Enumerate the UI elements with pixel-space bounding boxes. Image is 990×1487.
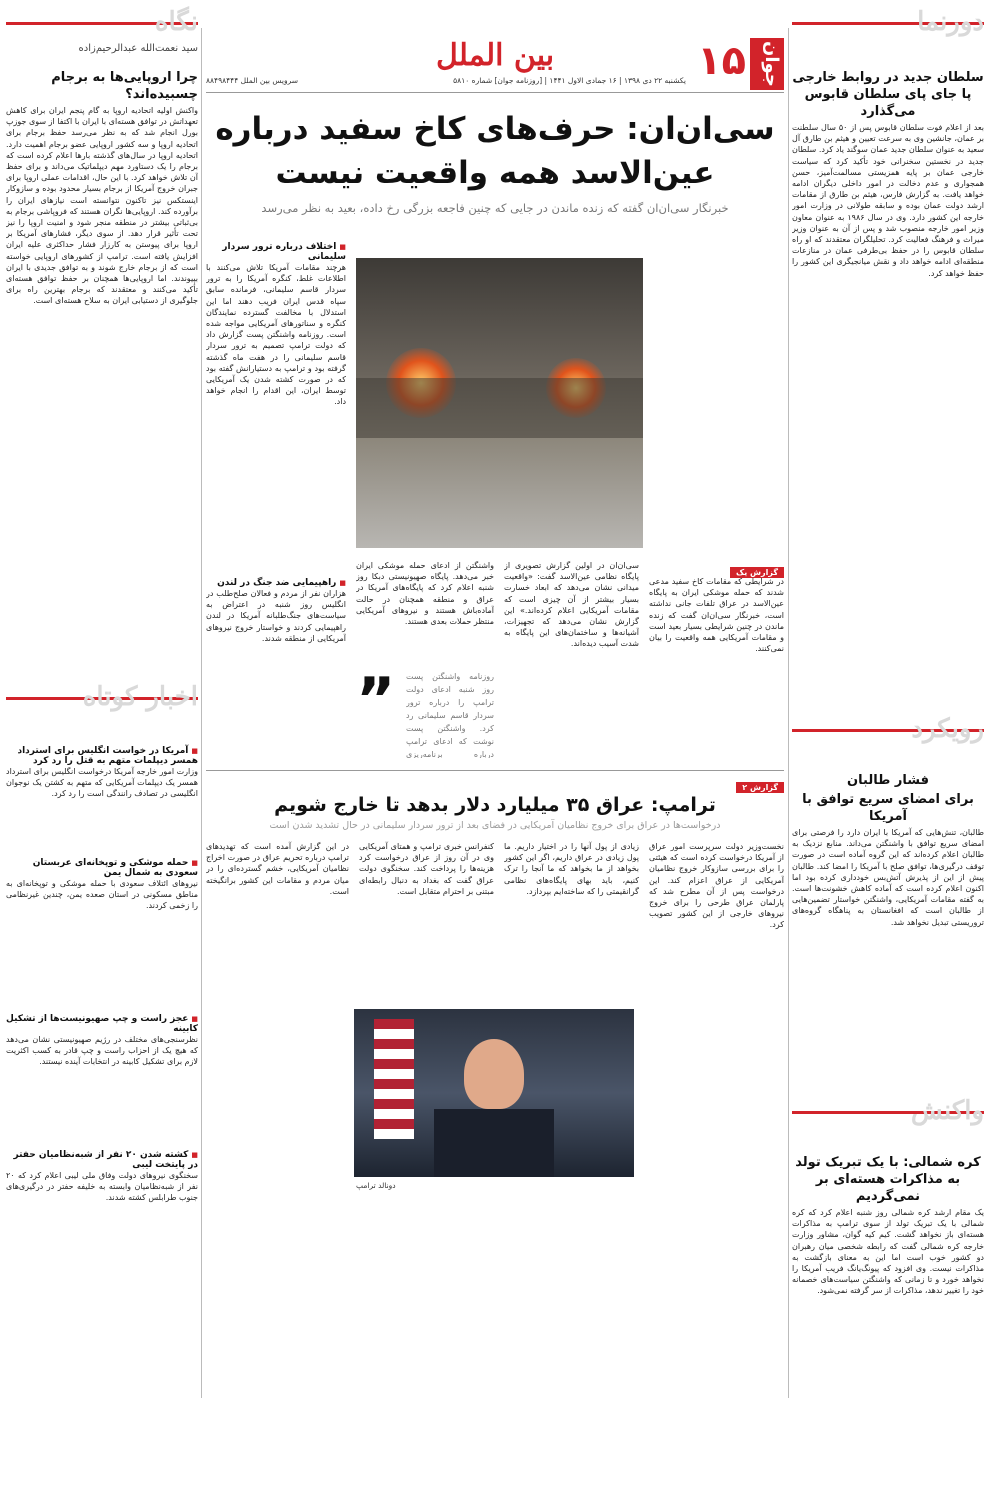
news-item-text: وزارت امور خارجه آمریکا درخواست انگلیس برای استرداد همسر یک دیپلمات آمریکایی که متهم به کشتن یک نوجوان انگلیسی در تصادف رانندگی است را رد کرد. <box>6 767 198 799</box>
report-text-a: سی‌ان‌ان در اولین گزارش تصویری از پایگاه نظامی عین‌الاسد گفت: «واقعیت میدانی نشان می‌دهد که ابعاد خسارت بسیار بیشتر از آن چیزی است که مقامات آمریکایی اعلام کرده‌اند.» این گزارش نشان می‌دهد که تجهیزات، آشیانه‌ها و ساختمان‌های این پایگاه به شدت آسیب دیده‌اند. <box>504 561 639 649</box>
news-item-title: ■ حمله موشکی و توپخانه‌ای عربستان سعودی به شمال یمن <box>6 858 198 878</box>
flag-shape <box>374 1019 414 1139</box>
left-column <box>6 0 198 1280</box>
story2-headline: ترامپ: عراق ۳۵ میلیارد دلار بدهد تا خارج شویم <box>274 794 716 816</box>
pullquote: روزنامه واشنگتن پست روز شنبه ادعای دولت ترامپ را درباره ترور سردار قاسم سلیمانی رد کرد. واشنگتن پست نوشت که ادعای ترامپ درباره برنامه‌ریزی <box>406 672 494 758</box>
side-story-text: هزاران نفر از مردم و فعالان صلح‌طلب در انگلیس روز شنبه در اعتراض به سیاست‌های جنگ‌طلبانه آمریکا در لندن راهپیمایی کردند و خواستار خروج نیروهای آمریکایی از منطقه شدند. <box>206 589 346 643</box>
news-item-text: نیروهای ائتلاف سعودی با حمله موشکی و توپخانه‌ای به مناطق مسکونی در استان صعده یمن، چندین غیرنظامی را زخمی کردند. <box>6 879 198 911</box>
center-column <box>206 0 784 1190</box>
section-header-negah <box>6 7 198 65</box>
story2-text-c: کنفرانس خبری ترامپ و همتای آمریکایی وی در آن روز از عراق درخواست کرد هزینه‌ها را پرداخت کند. سخنگوی دولت عراق گفت که بغداد به دنبال رابطه‌ای مبتنی بر احترام متقابل است. <box>359 842 494 896</box>
suit-shape <box>434 1109 554 1177</box>
story-two <box>206 770 784 1190</box>
headline-taliban: برای امضای سریع توافق با آمریکا <box>802 792 974 824</box>
quote-mark-icon: ” <box>356 665 396 735</box>
side-story-block-2 <box>206 578 346 736</box>
column-rule-right <box>788 28 789 1398</box>
masthead <box>206 0 784 93</box>
side-story-title: ■ اختلاف درباره ترور سردار سلیمانی <box>206 242 346 262</box>
section-word: دورنما <box>917 7 984 37</box>
trump-caption: دونالد ترامپ <box>356 1181 396 1190</box>
headline-north-korea: کره شمالی: با یک تبریک تولد به مذاکرات هسته‌ای بر نمی‌گردیم <box>795 1155 981 1204</box>
story2-text-b: زیادی از پول آنها را در اختیار داریم. ما پول زیادی در عراق داریم، اگر این کشور بخواهد از ما بخواهد که ما آنجا را ترک کنیم، باید بهای پایگاه‌های نظامی گرانقیمتی را که ساخته‌ایم بپردازد. <box>504 842 639 896</box>
section-header-short-news <box>6 682 198 740</box>
ain-al-asad-photo <box>356 258 643 548</box>
main-headline: سی‌ان‌ان: حرف‌های کاخ سفید درباره عین‌الاسد همه واقعیت نیست <box>215 111 775 191</box>
column-rule-left <box>201 28 202 1398</box>
section-word: واکنش <box>910 1096 984 1126</box>
logo-page-number: ۱۵ <box>697 38 746 84</box>
side-story-text: هرچند مقامات آمریکا تلاش می‌کنند با اطلاعات غلط، کنگره آمریکا را به ترور سردار قاسم سلیمانی، فرمانده سابق سپاه قدس ایران فریب دهند اما این استدلال با مخالفت گسترده نمایندگان کنگره و سناتورهای آمریکایی مواجه شده است. روزنامه واشنگتن پست گزارش داد که دولت ترامپ تصمیم به ترور سردار قاسم سلیمانی را در هفت ماه گذشته گرفته بود و ترامپ به دستیارانش گفته بود که در صورت کشته شدن یک آمریکایی توسط ایران، این اقدام را انجام خواهد داد. <box>206 263 346 407</box>
report-tag: گزارش یک <box>730 567 784 578</box>
right-column <box>792 0 984 1487</box>
story2-tag: گزارش ۲ <box>736 782 784 793</box>
section-phone: سرویس بین الملل ۸۸۴۹۸۴۴۴ <box>206 76 299 85</box>
news-item-1 <box>6 746 198 852</box>
news-item-3 <box>6 1014 198 1144</box>
news-item-2 <box>6 858 198 1008</box>
story2-text-d: در این گزارش آمده است که تهدیدهای ترامپ درباره تحریم عراق در صورت اخراج نظامیان آمریکایی، خشم گسترده‌ای را در میان مردم و مقامات این کشور برانگیخته است. <box>206 842 349 896</box>
news-item-text: نظرسنجی‌های مختلف در رژیم صهیونیستی نشان می‌دهد که هیچ یک از احزاب راست و چپ قادر به کسب اکثریت لازم برای تشکیل کابینه در انتخابات آینده نیستند. <box>6 1035 198 1067</box>
section-header-vakonesh <box>792 1096 984 1154</box>
news-item-title: ■ آمریکا در خواست انگلیس برای استرداد همسر دیپلمات متهم به قتل را رد کرد <box>6 746 198 766</box>
article-taliban-text: طالبان، تنش‌هایی که آمریکا با ایران دارد را فرصتی برای امضای سریع توافق با واشنگتن می‌داند. منابع نزدیک به طالبان اعلام کرده‌اند که این گروه آماده است در صورت توقف درگیری‌ها، توافق صلح با آمریکا را امضا کند. طالبان پیش از این از پذیرش آتش‌بس خودداری کرده بود اما اکنون اعلام کرده است که آماده کاهش خشونت‌ها است. به گفته مقامات آمریکایی، واشنگتن خواستار تضمین‌هایی از طالبان است که افغانستان به پناهگاه گروه‌های تروریستی تبدیل نخواهد شد. <box>792 828 984 927</box>
side-story <box>206 242 346 736</box>
section-header-rooykard <box>792 714 984 772</box>
report-text-b: در شرایطی که مقامات کاخ سفید مدعی شدند که حمله موشکی ایران به پایگاه عین‌الاسد در عراق تلفات جانی نداشته است، خبرنگار سی‌ان‌ان گفت که زنده ماندن در چنین شرایطی بسیار بعید است و مقامات آمریکایی همه واقعیت را بیان نمی‌کنند. <box>649 577 784 654</box>
section-title: بین الملل <box>436 38 555 73</box>
section-word: نگاه <box>154 7 198 37</box>
report-one <box>356 560 784 760</box>
section-word: رویکرد <box>911 714 984 744</box>
story2-subheadline: درخواست‌ها در عراق برای خروج نظامیان آمریکایی در فضای بعد از ترور سردار سلیمانی در حال تشدید شدن است <box>269 820 721 831</box>
story2-text-a: نخست‌وزیر دولت سرپرست امور عراق از آمریکا درخواست کرده است که هیئتی را برای بررسی سازوکار خروج نظامیان آمریکایی از عراق اعزام کند. این درخواست پس از آن مطرح شد که پارلمان عراق طرحی را برای خروج نیروهای خارجی از این کشور تصویب کرد. <box>649 842 784 930</box>
section-word: اخبار کوتاه <box>82 682 198 712</box>
side-story-block <box>206 242 346 572</box>
story2-tag-wrap <box>206 775 784 794</box>
rubble-band <box>356 378 643 438</box>
news-item-title: ■ عجز راست و چپ صهیونیست‌ها از تشکیل کابینه <box>6 1014 198 1034</box>
article-north-korea-text: یک مقام ارشد کره شمالی روز شنبه اعلام کرد که کره شمالی با یک تبریک تولد از سوی ترامپ به مذاکرات هسته‌ای باز نخواهد گشت. کیم کیه گوان، مشاور وزارت خارجه کره شمالی گفت که رابطه شخصی میان رهبران دو کشور خوب است اما این به معنای بازگشت به مذاکرات نیست. وی افزود که پیونگ‌یانگ فریب آمریکا را نخواهد خورد و تا زمانی که واشنگتن سیاست‌های خصمانه خود را تغییر ندهد، مذاکرات از سر گرفته نمی‌شود. <box>792 1208 984 1296</box>
main-subheadline: خبرنگار سی‌ان‌ان گفته که زنده ماندن در جایی که چنین فاجعه بزرگی رخ داده، بعید به نظر می‌رسد <box>261 201 729 215</box>
logo: جوان <box>750 38 784 90</box>
dateline: یکشنبه ۲۲ دی ۱۳۹۸ | ۱۶ جمادی الاول ۱۴۴۱ | [روزنامه جوان] شماره ۵۸۱۰ <box>453 76 686 85</box>
headline-taliban-kicker: فشار طالبان <box>847 773 929 788</box>
face-shape <box>464 1039 524 1109</box>
news-item-title: ■ کشته شدن ۲۰ نفر از شبه‌نظامیان حفتر در پایتخت لیبی <box>6 1150 198 1170</box>
trump-photo <box>354 1009 634 1177</box>
headline-oman: سلطان جدید در روابط خارجی پا جای پای سلطان قابوس می‌گذارد <box>792 70 984 119</box>
news-item-4 <box>6 1150 198 1280</box>
headline-europe-barjam: چرا اروپایی‌ها به برجام چسبیده‌اند؟ <box>51 70 198 102</box>
article-europe-text: واکنش اولیه اتحادیه اروپا به گام پنجم ایران برای کاهش تعهداتش در توافق هسته‌ای با ایران با اکتفا از سوی جوزپ بورل انجام شد که به نظر می‌رسد حفظ برجام برای اتحادیه اروپا و سه کشور اروپایی عضو برجام اهمیت دارد. اتحادیه اروپا در سال‌های گذشته بارها اعلام کرده است که برجام را یک دستاورد مهم دیپلماتیک می‌داند و برای حفظ آن تلاش خواهد کرد. با این حال، اقدامات عملی اروپا برای جبران خروج آمریکا از برجام بسیار محدود بوده و سازوکار اینستکس نیز تاکنون نتوانسته است نیازهای ایران را برآورده کند. اروپایی‌ها نگران هستند که فروپاشی برجام به بی‌ثباتی بیشتر در منطقه منجر شود و امنیت اروپا را نیز تحت تأثیر قرار دهد. از سوی دیگر، فشارهای آمریکا بر اروپا برای پیوستن به کارزار فشار حداکثری علیه ایران افزایش یافته است. ترامپ از کشورهای اروپایی خواسته است که از برجام خارج شوند و به توافق جدیدی با ایران بپیوندند. اما اروپایی‌ها همچنان بر حفظ توافق هسته‌ای تأکید می‌کنند و معتقدند که برجام بهترین راه برای جلوگیری از دستیابی ایران به سلاح هسته‌ای است. <box>6 106 198 306</box>
news-item-text: سخنگوی نیروهای دولت وفاق ملی لیبی اعلام کرد که ۲۰ نفر از شبه‌نظامیان وابسته به خلیفه حفتر در درگیری‌های جنوب طرابلس کشته شدند. <box>6 1171 198 1203</box>
article-oman-text: بعد از اعلام فوت سلطان قابوس پس از ۵۰ سال سلطنت بر عمان، جانشین وی به سرعت تعیین و هیثم بن طارق آل سعید به عنوان سلطان جدید عمان سوگند یاد کرد. سلطان جدید در نخستین سخنرانی خود تأکید کرد که سیاست خارجی عمان بر پایه همزیستی مسالمت‌آمیز، حسن همجواری و عدم دخالت در امور داخلی دیگران ادامه خواهد یافت. به گزارش فارس، هیثم بن طارق از مقامات ارشد دولت عمان بوده و سابقه طولانی در وزارت امور خارجه این کشور دارد. وی در سال ۱۹۸۶ به عنوان معاون وزیر امور خارجه منصوب شد و پس از آن به عنوان وزیر میراث و فرهنگ فعالیت کرد. تحلیلگران معتقدند که او راه سلطان قابوس را در حفظ بی‌طرفی عمان در منازعات منطقه‌ای ادامه خواهد داد و نقش میانجیگری این کشور را حفظ خواهد کرد. <box>792 123 984 278</box>
report-text-c: واشنگتن از ادعای حمله موشکی ایران خبر می‌دهد. پایگاه صهیونیستی دبکا روز شنبه اعلام کرد که پایگاه‌های آمریکا در عراق و منطقه همچنان در حالت آماده‌باش هستند و نیروهای آمریکایی منتظر حملات بعدی هستند. <box>356 561 494 627</box>
section-header-doorname <box>792 7 984 65</box>
byline: سید نعمت‌الله عبدالرحیم‌زاده <box>78 43 198 54</box>
side-story-title: ■ راهپیمایی ضد جنگ در لندن <box>206 578 346 588</box>
